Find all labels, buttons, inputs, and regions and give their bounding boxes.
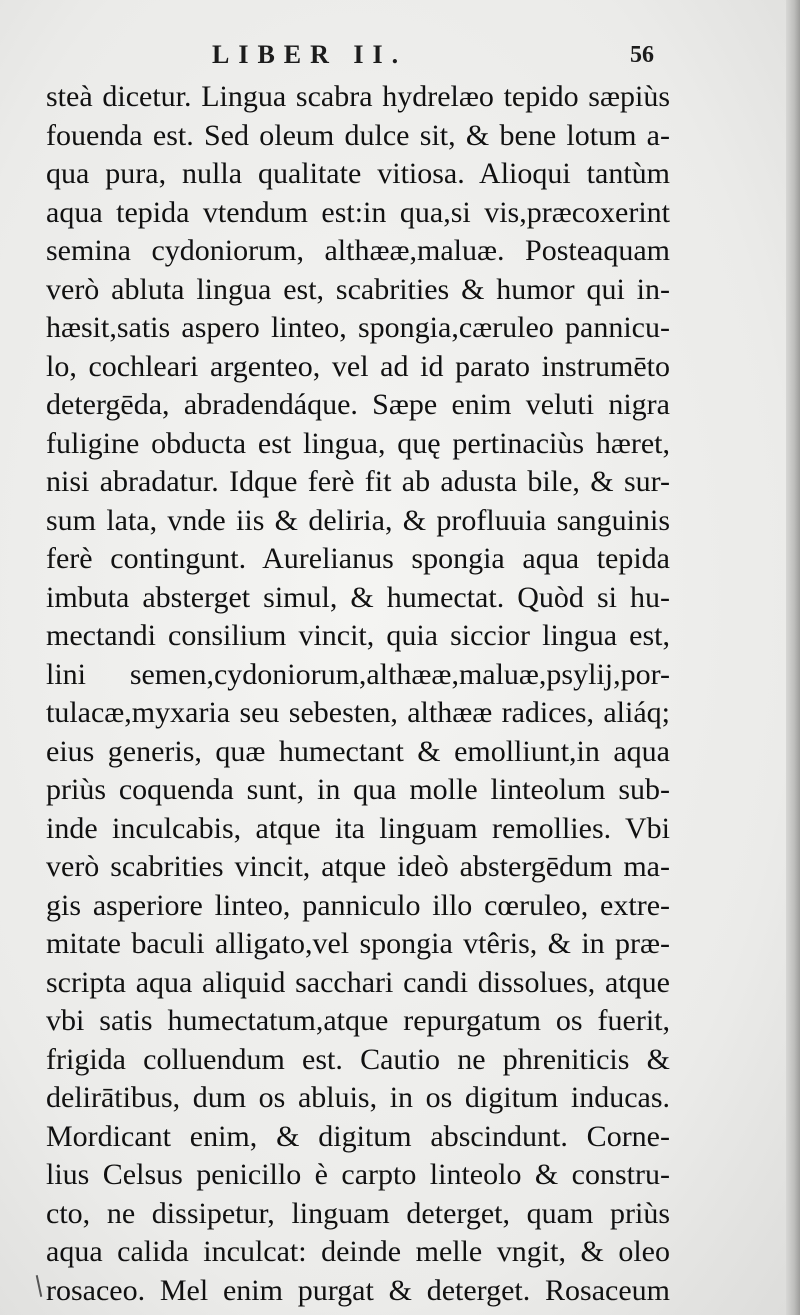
text-line: scripta aqua aliquid sacchari candi dissolues, atque [46, 965, 670, 999]
margin-pencil-mark [36, 1275, 43, 1297]
text-line: cto, ne dissipetur, linguam deterget, quam priùs [46, 1196, 670, 1230]
text-line: mectandi consilium vincit, quia siccior lingua est, [46, 619, 670, 652]
text-line: priùs coquenda sunt, in qua molle linteolum sub- [46, 773, 670, 806]
text-line: vbi satis humectatum,atque repurgatum os fuerit, [46, 1004, 670, 1037]
text-line: imbuta absterget simul, & humectat. Quòd si hu- [46, 580, 670, 614]
running-head: LIBER II. [212, 40, 408, 69]
text-line: lius Celsus penicillo è carpto linteolo & constru- [46, 1158, 670, 1191]
page-header [0, 40, 800, 80]
text-line: rosaceo. Mel enim purgat & deterget. Rosaceum [46, 1273, 670, 1307]
text-line: inde inculcabis, atque ita linguam remollies. Vbi [46, 811, 670, 845]
text-line: verò scabrities vincit, atque ideò abstergēdum ma- [46, 850, 670, 883]
text-line: semina cydoniorum, althææ,maluæ. Posteaquam [46, 234, 670, 267]
text-line: lini semen,cydoniorum,althææ,maluæ,psylij,por- [46, 657, 670, 691]
page-number: 56 [630, 42, 654, 68]
text-line: Mordicant enim, & digitum abscindunt. Corne- [46, 1119, 670, 1153]
text-line: ferè contingunt. Aurelianus spongia aqua tepida [46, 542, 670, 575]
text-line: frigida colluendum est. Cautio ne phreniticis & [46, 1042, 670, 1076]
text-line: hæsit,satis aspero linteo, spongia,cæruleo pannicu- [46, 311, 670, 344]
text-line: fuligine obducta est lingua, quę pertinaciùs hæret, [46, 426, 670, 460]
body-text [46, 78, 670, 1310]
text-line: eius generis, quæ humectant & emolliunt,in aqua [46, 734, 670, 768]
text-line: aqua calida inculcat: deinde melle vngit, & oleo [46, 1235, 670, 1268]
text-line: verò abluta lingua est, scabrities & humor qui in- [46, 272, 670, 306]
text-line: aqua tepida vtendum est:in qua,si vis,præcoxerint [46, 195, 670, 229]
text-line: qua pura, nulla qualitate vitiosa. Alioqui tantùm [46, 157, 670, 190]
text-line: delirātibus, dum os abluis, in os digitum inducas. [46, 1081, 670, 1114]
text-line: sum lata, vnde iis & deliria, & profluuia sanguinis [46, 503, 670, 537]
text-line: lo, cochleari argenteo, vel ad id parato instrumēto [46, 349, 670, 383]
text-line: nisi abradatur. Idque ferè fit ab adusta bile, & sur- [46, 465, 670, 498]
page-edge-shadow [786, 0, 800, 1315]
text-line: fouenda est. Sed oleum dulce sit, & bene lotum a- [46, 118, 670, 152]
text-line: mitate baculi alligato,vel spongia vtêris, & in præ- [46, 927, 670, 960]
text-line: tulacæ,myxaria seu sebesten, althææ radices, aliáq; [46, 696, 670, 729]
text-line: detergēda, abradendáque. Sæpe enim veluti nigra [46, 388, 670, 421]
text-line: gis asperiore linteo, panniculo illo cœruleo, extre- [46, 888, 670, 922]
text-line: steà dicetur. Lingua scabra hydrelæo tepido sæpiùs [46, 80, 670, 113]
